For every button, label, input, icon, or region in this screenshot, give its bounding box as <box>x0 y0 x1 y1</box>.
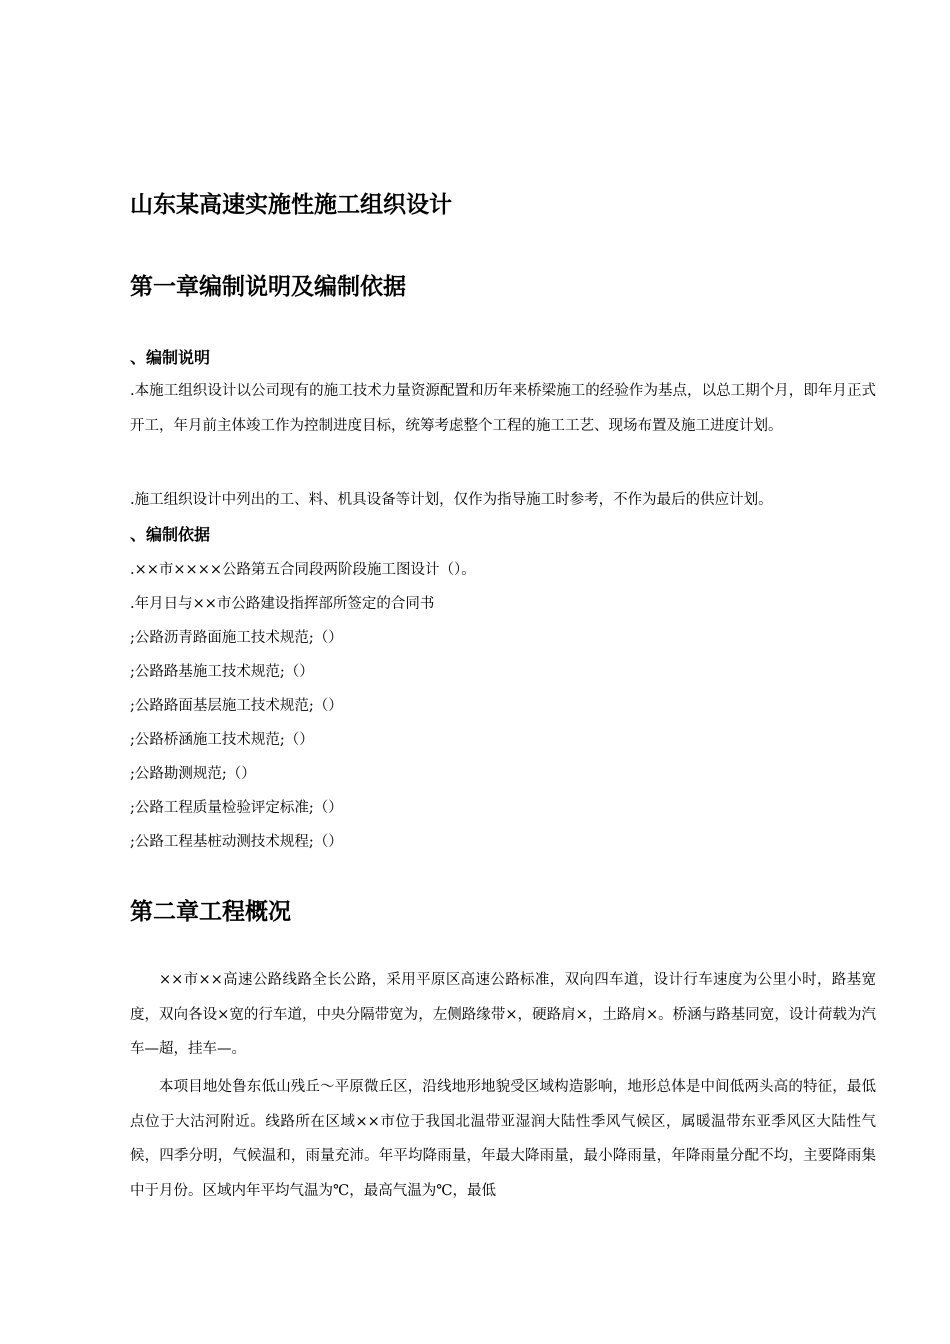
section-compilation-notes-heading: 、编制说明 <box>130 348 211 367</box>
list-item: ;公路工程质量检验评定标准;（） <box>130 800 343 816</box>
list-item: ;公路桥涵施工技术规范;（） <box>130 732 314 748</box>
chapter-2-heading: 第二章工程概况 <box>130 899 291 925</box>
compilation-notes-paragraph-1: .本施工组织设计以公司现有的施工技术力量资源配置和历年来桥梁施工的经验作为基点，以总工期个月，即年月正式开工，年月前主体竣工作为控制进度目标，统筹考虑整个工程的施工工艺、现场布置及施工进度计划。 <box>130 383 876 434</box>
section-compilation-basis-heading: 、编制依据 <box>130 525 211 544</box>
list-item: ;公路工程基桩动测技术规程;（） <box>130 834 343 850</box>
compilation-notes-paragraph-2: .施工组织设计中列出的工、料、机具设备等计划，仅作为指导施工时参考，不作为最后的供应计划。 <box>130 492 773 508</box>
list-item: ;公路勘测规范;（） <box>130 766 256 782</box>
list-item: .年月日与××市公路建设指挥部所签定的合同书 <box>130 596 435 612</box>
project-overview-paragraph-1: ××市××高速公路线路全长公路，采用平原区高速公路标准，双向四车道，设计行车速度为公里小时，路基宽度，双向各设×宽的行车道，中央分隔带宽为，左侧路缘带×，硬路肩×，土路肩×。桥涵与路基同宽，设计荷载为汽车—超，挂车—。 <box>130 972 876 1057</box>
list-item: ;公路沥青路面施工技术规范;（） <box>130 630 343 646</box>
list-item: ;公路路面基层施工技术规范;（） <box>130 698 343 714</box>
document-title: 山东某高速实施性施工组织设计 <box>130 192 452 218</box>
list-item: .××市××××公路第五合同段两阶段施工图设计（）。 <box>130 562 476 578</box>
compilation-basis-list <box>130 553 476 859</box>
project-overview-paragraph-2: 本项目地处鲁东低山残丘～平原微丘区，沿线地形地貌受区域构造影响，地形总体是中间低两头高的特征，最低点位于大沽河附近。线路所在区域××市位于我国北温带亚湿润大陆性季风气候区，属暖温带东亚季风区大陆性气候，四季分明，气候温和，雨量充沛。年平均降雨量，年最大降雨量，最小降雨量，年降雨量分配不均，主要降雨集中于月份。区域内年平均气温为℃，最高气温为℃，最低 <box>130 1079 876 1199</box>
chapter-1-heading: 第一章编制说明及编制依据 <box>130 274 406 300</box>
list-item: ;公路路基施工技术规范;（） <box>130 664 314 680</box>
